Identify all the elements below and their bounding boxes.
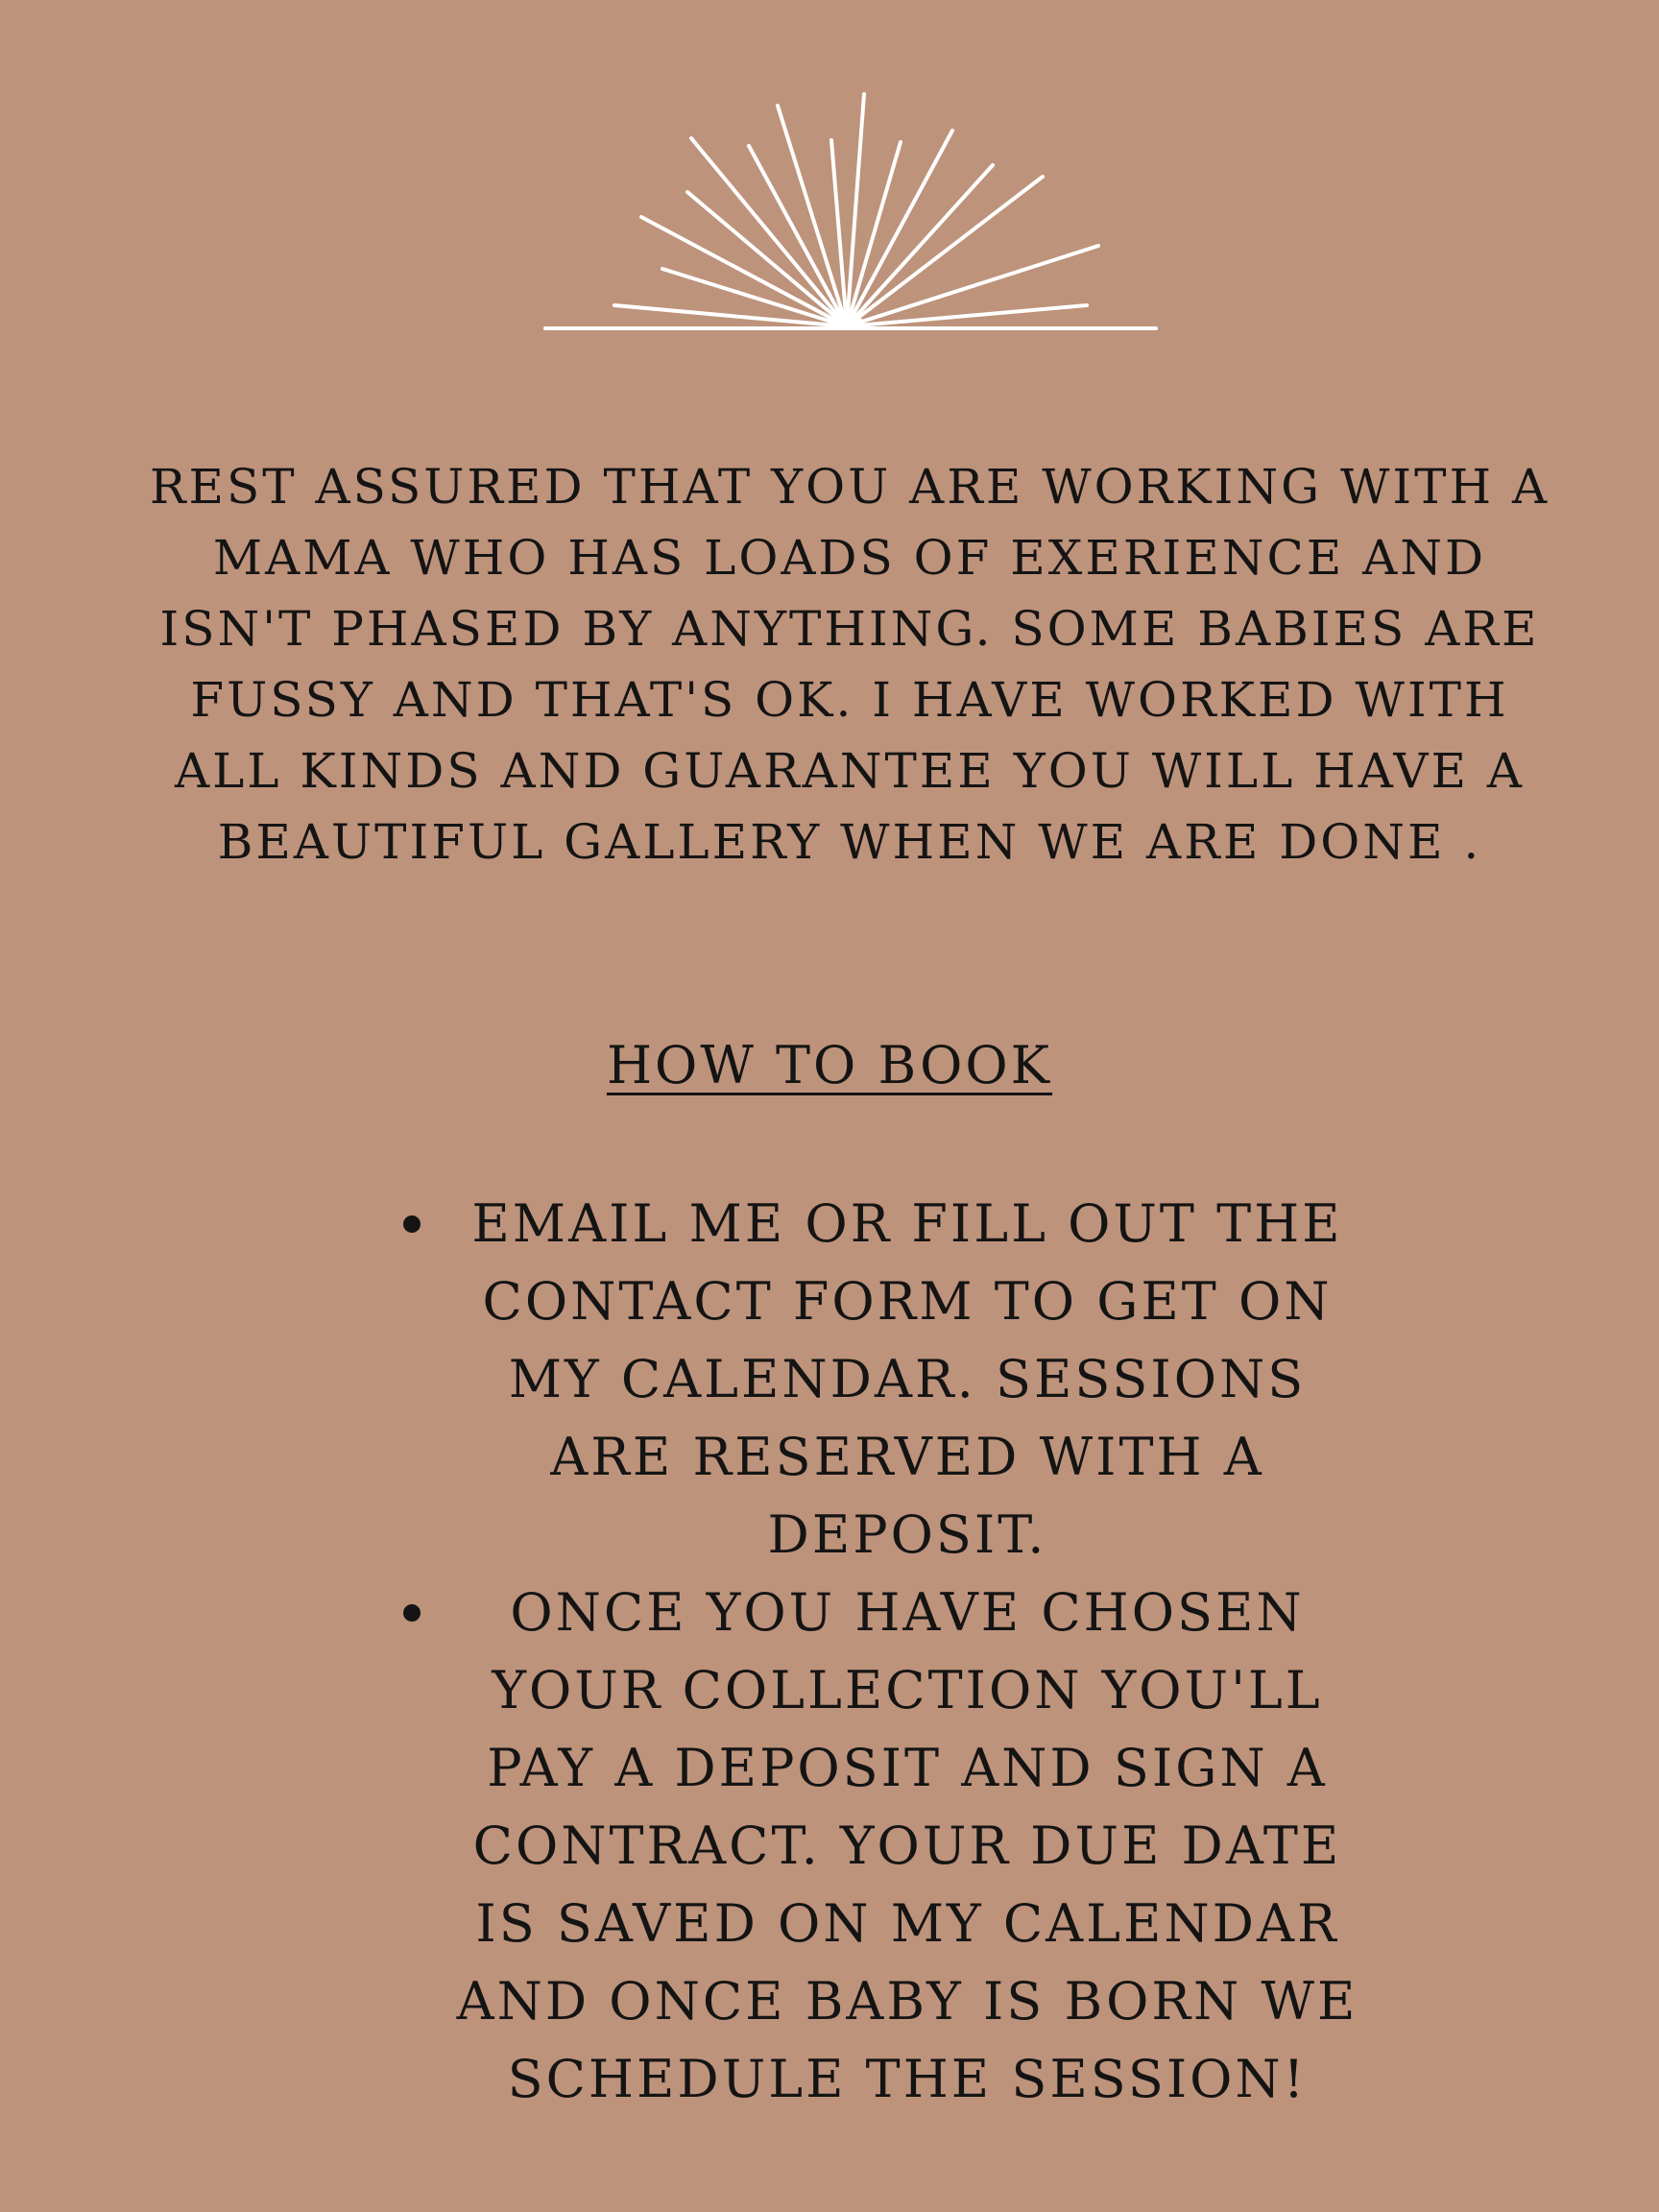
sunburst-icon [0, 0, 1659, 346]
booking-steps-list [403, 1185, 1382, 2118]
sunburst-ray [687, 192, 847, 326]
sunburst-ray [847, 177, 1043, 326]
sunburst-ray [691, 138, 847, 326]
booking-step-text: ONCE YOU HAVE CHOSEN YOUR COLLECTION YOU'LL PAY A DEPOSIT AND SIGN A CONTRACT. YOUR DUE DATE IS SAVED ON MY CALENDAR AND ONCE BABY IS BORN WE SCHEDULE THE SESSION! [456, 1582, 1358, 2109]
intro-paragraph: REST ASSURED THAT YOU ARE WORKING WITH A MAMA WHO HAS LOADS OF EXERIENCE AND ISN'T PHASED BY ANYTHING. SOME BABIES ARE FUSSY AND THAT'S OK. I HAVE WORKED WITH ALL KINDS AND GUARANTEE YOU WILL HAVE A BEAUTIFUL GALLERY WHEN WE ARE DONE . [149, 459, 1551, 870]
booking-step-2 [403, 1574, 1382, 2118]
booking-step-text: EMAIL ME OR FILL OUT THE CONTACT FORM TO GET ON MY CALENDAR. SESSIONS ARE RESERVED WITH A DEPOSIT. [471, 1193, 1343, 1565]
sunburst-core [830, 315, 864, 330]
bullet-icon [403, 1604, 421, 1622]
booking-step-1 [403, 1185, 1382, 1574]
bullet-icon [403, 1215, 421, 1233]
how-to-book-heading: HOW TO BOOK [606, 1035, 1053, 1095]
